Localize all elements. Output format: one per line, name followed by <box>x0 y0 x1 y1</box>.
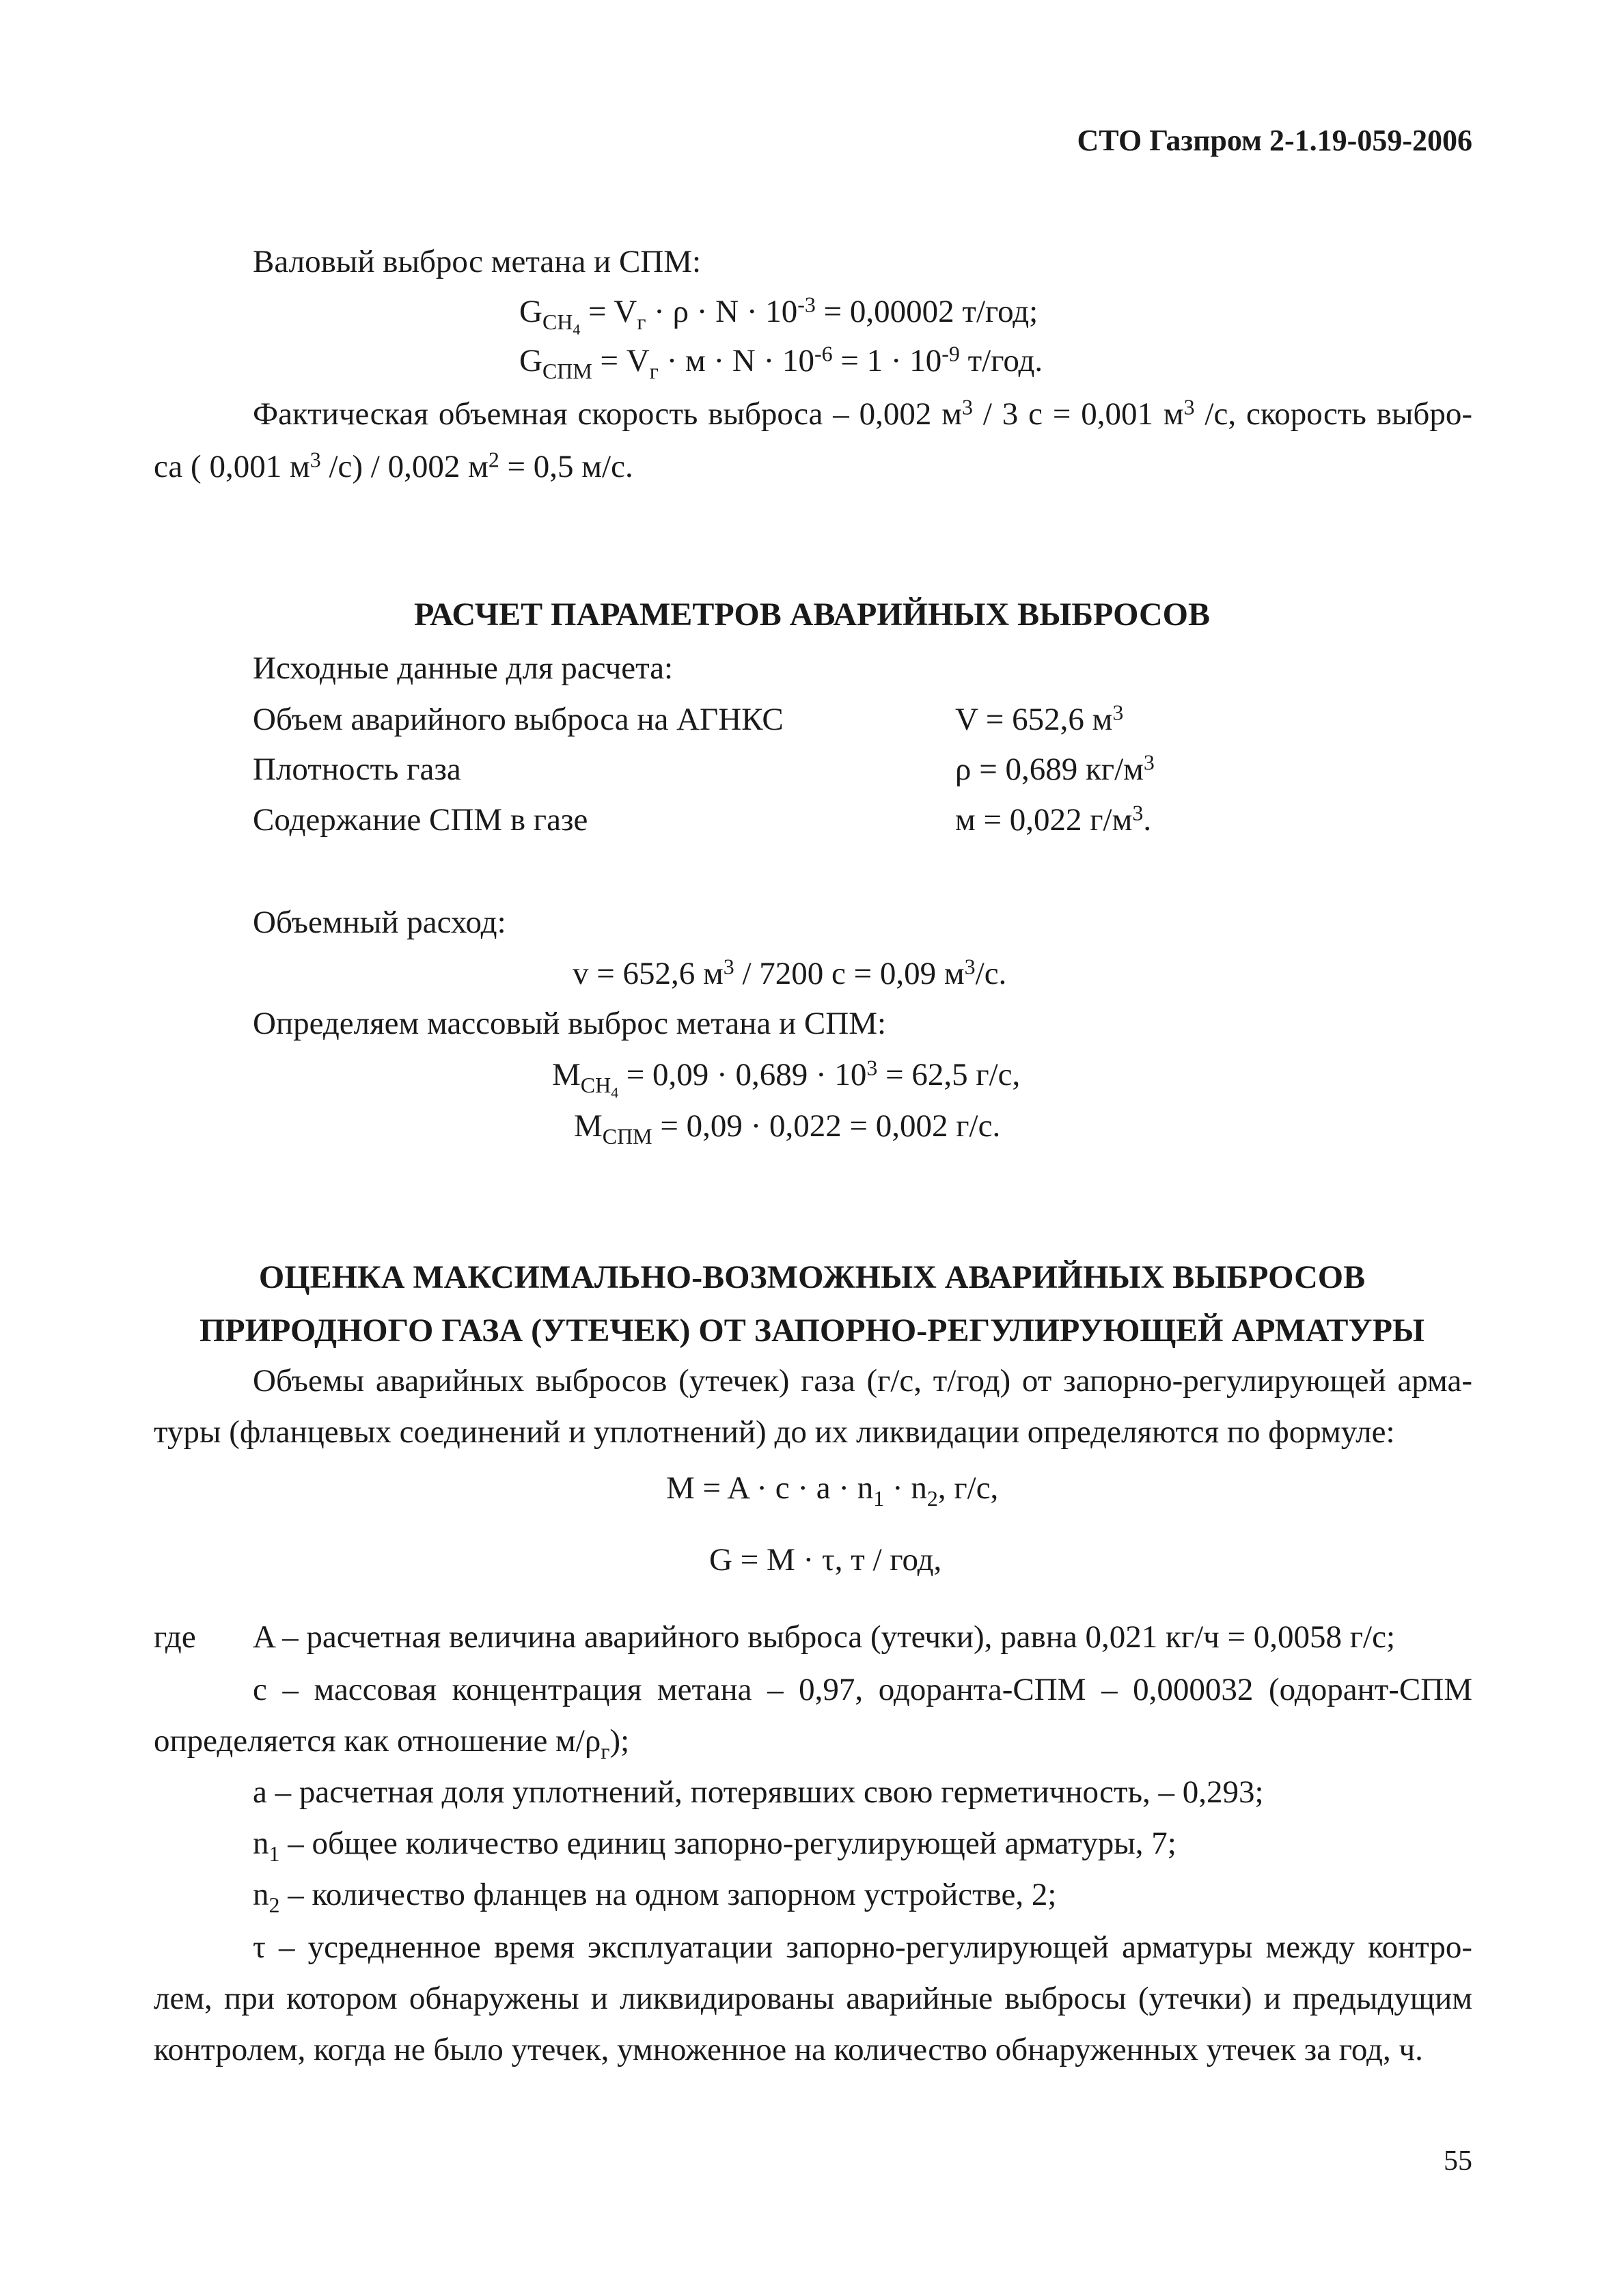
definition-tau-line-2: лем, при котором обнаружены и ликвидированы аварийные выбросы (утечки) и предыдущим <box>154 1981 1472 2016</box>
section-title-max-emissions-line-1: ОЦЕНКА МАКСИМАЛЬНО-ВОЗМОЖНЫХ АВАРИЙНЫХ ВЫБРОСОВ <box>258 1259 1366 1295</box>
param-value: V = 652,6 $м^3$ <box>955 700 1124 737</box>
definition-c-line-1: c – массовая концентрация метана – 0,97, одоранта-СПМ – 0,000032 (одорант-СПМ <box>253 1672 1472 1707</box>
definition-n1: $n_1$ – общее количество единиц запорно-регулирующей арматуры, 7; <box>253 1826 1176 1867</box>
formula-symbol: G <box>519 343 542 379</box>
actual-rate-line-1: Фактическая объемная скорость выброса – 0,002 $м^3 / 3$ с = 0,001 $м^3$ /с, скорость выбро- <box>253 395 1472 432</box>
mass-label: Определяем массовый выброс метана и СПМ: <box>253 1006 887 1041</box>
definition-a-upper: A – расчетная величина аварийного выброса (утечки), равна 0,021 кг/ч = 0,0058 г/с; <box>253 1619 1396 1655</box>
definition-a-lower: a – расчетная доля уплотнений, потерявших свою герметичность, – 0,293; <box>253 1774 1264 1810</box>
paragraph-volumes-line-2: туры (фланцевых соединений и уплотнений) до их ликвидации определяются по формуле: <box>154 1414 1395 1450</box>
definition-c-line-2: определяется как отношение $м/\rho_г$); <box>154 1723 630 1764</box>
page-number: 55 <box>1444 2145 1472 2177</box>
document-id: СТО Газпром 2-1.19-059-2006 <box>1077 124 1472 157</box>
param-label: Плотность газа <box>253 752 461 787</box>
formula-exponent: -3 <box>797 292 816 317</box>
section-title-emergency-parameters: РАСЧЕТ ПАРАМЕТРОВ АВАРИЙНЫХ ВЫБРОСОВ <box>413 596 1211 633</box>
formula-exponent: -9 <box>941 342 960 366</box>
input-data-label: Исходные данные для расчета: <box>253 650 674 686</box>
formula-result: = 0,00002 т/год; <box>815 294 1038 329</box>
formula-exponent: -6 <box>814 342 833 366</box>
formula-part: = V <box>580 294 637 329</box>
param-label: Объем аварийного выброса на АГНКС <box>253 702 784 737</box>
formula-result: т/год. <box>959 343 1043 379</box>
formula-part: = 1 · 10 <box>832 343 942 379</box>
formula-g: G = M · τ, т / год, <box>709 1542 942 1578</box>
formula-subscript: г <box>637 310 646 335</box>
where-label: где <box>154 1619 196 1655</box>
definition-n2: $n_2$ – количество фланцев на одном запорном устройстве, 2; <box>253 1877 1057 1918</box>
formula-subscript: CH <box>542 310 573 335</box>
param-value: м = 0,022 $г/м^3$. <box>955 801 1152 838</box>
definition-tau-line-3: контролем, когда не было утечек, умноженное на количество обнаруженных утечек за год, ч. <box>154 2032 1423 2067</box>
paragraph-volumes-line-1: Объемы аварийных выбросов (утечек) газа (г/с, т/год) от запорно-регулирующей арма- <box>253 1363 1472 1399</box>
formula-m-spm: $M_{СПМ} = 0,09 \cdot 0,022 = 0,002$ г/с. <box>574 1108 1001 1149</box>
formula-part: · ρ · N · 10 <box>646 294 798 329</box>
formula-subscript: СПМ <box>542 359 592 384</box>
formula-symbol: G <box>519 294 542 329</box>
param-label: Содержание СПМ в газе <box>253 802 588 838</box>
formula-g-ch4 <box>519 292 1038 338</box>
formula-subscript-index: 4 <box>573 321 581 338</box>
flow-label: Объемный расход: <box>253 905 506 940</box>
actual-rate-line-2: са ( 0,001 $м^3$ /с) / 0,002 $м^2 = 0,5$ м/с. <box>154 448 633 484</box>
formula-part: · м · N · 10 <box>658 343 814 379</box>
formula-g-spm <box>519 342 1043 384</box>
section-title-max-emissions-line-2: ПРИРОДНОГО ГАЗА (УТЕЧЕК) ОТ ЗАПОРНО-РЕГУЛИРУЮЩЕЙ АРМАТУРЫ <box>199 1312 1425 1349</box>
formula-m: $M = A \cdot c \cdot a \cdot n_1 \cdot n_2$, г/с, <box>666 1470 999 1511</box>
definition-tau-line-1: τ – усредненное время эксплуатации запорно-регулирующей арматуры между контро- <box>253 1929 1472 1965</box>
gross-intro: Валовый выброс метана и СПМ: <box>253 244 702 279</box>
formula-subscript: г <box>649 359 659 384</box>
param-value: ρ = 0,689 $кг/м^3$ <box>955 750 1155 787</box>
formula-part: = V <box>592 343 650 379</box>
formula-m-ch4: $M_{CH_4} = 0,09 \cdot 0,689 \cdot 10^3 = 62,5$ г/с, <box>552 1056 1021 1101</box>
formula-volumetric-flow: v = 652,6 $м^3 / 7200$ с = 0,09 $м^3/с$. <box>573 954 1007 991</box>
